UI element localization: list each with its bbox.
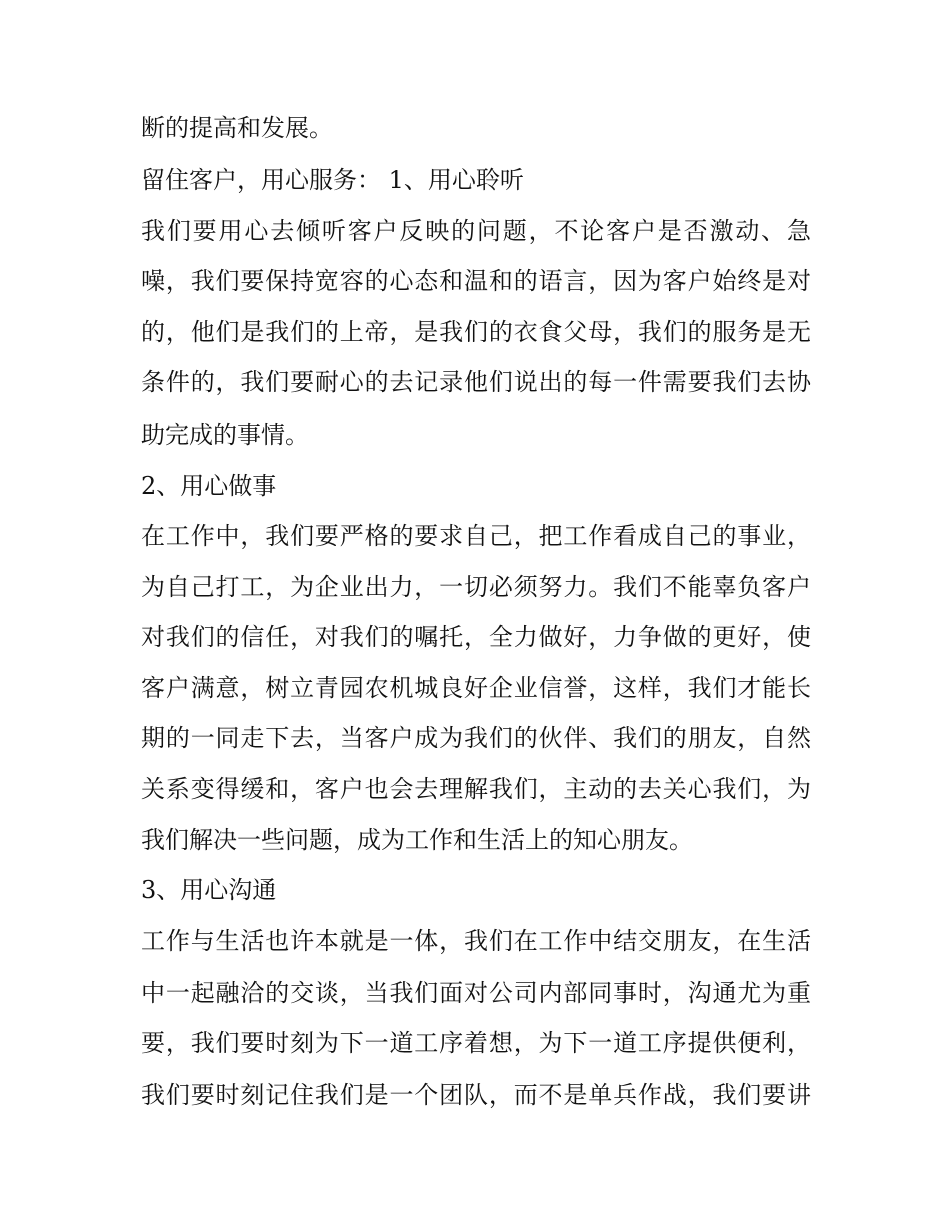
text-line: 我们要用心去倾听客户反映的问题，不论客户是否激动、急 [141,217,811,245]
text-line: 3、用心沟通 [141,876,277,904]
text-line: 留住客户，用心服务： 1、用心聆听 [141,166,524,194]
text-line: 关系变得缓和，客户也会去理解我们，主动的去关心我们，为 [141,775,811,803]
text-line: 在工作中，我们要严格的要求自己，把工作看成自己的事业， [141,522,811,550]
text-line: 中一起融洽的交谈，当我们面对公司内部同事时，沟通尤为重 [141,979,811,1007]
text-line: 工作与生活也许本就是一体，我们在工作中结交朋友，在生活 [141,927,811,955]
text-line: 助完成的事情。 [141,421,309,449]
text-line: 条件的，我们要耐心的去记录他们说出的每一件需要我们去协 [141,368,811,396]
text-line: 断的提高和发展。 [141,114,333,142]
text-line: 我们解决一些问题，成为工作和生活上的知心朋友。 [141,826,693,854]
text-line: 期的一同走下去，当客户成为我们的伙伴、我们的朋友，自然 [141,724,811,752]
text-line: 噪，我们要保持宽容的心态和温和的语言，因为客户始终是对 [141,267,811,295]
text-line: 要，我们要时刻为下一道工序着想，为下一道工序提供便利， [141,1029,811,1057]
text-line: 我们要时刻记住我们是一个团队，而不是单兵作战，我们要讲 [141,1081,811,1109]
text-line: 对我们的信任，对我们的嘱托，全力做好，力争做的更好，使 [141,623,811,651]
text-line: 客户满意，树立青园农机城良好企业信誉，这样，我们才能长 [141,674,811,702]
text-line: 2、用心做事 [141,472,277,500]
text-line: 的，他们是我们的上帝，是我们的衣食父母，我们的服务是无 [141,318,811,346]
text-line: 为自己打工，为企业出力，一切必须努力。我们不能辜负客户 [141,573,811,601]
